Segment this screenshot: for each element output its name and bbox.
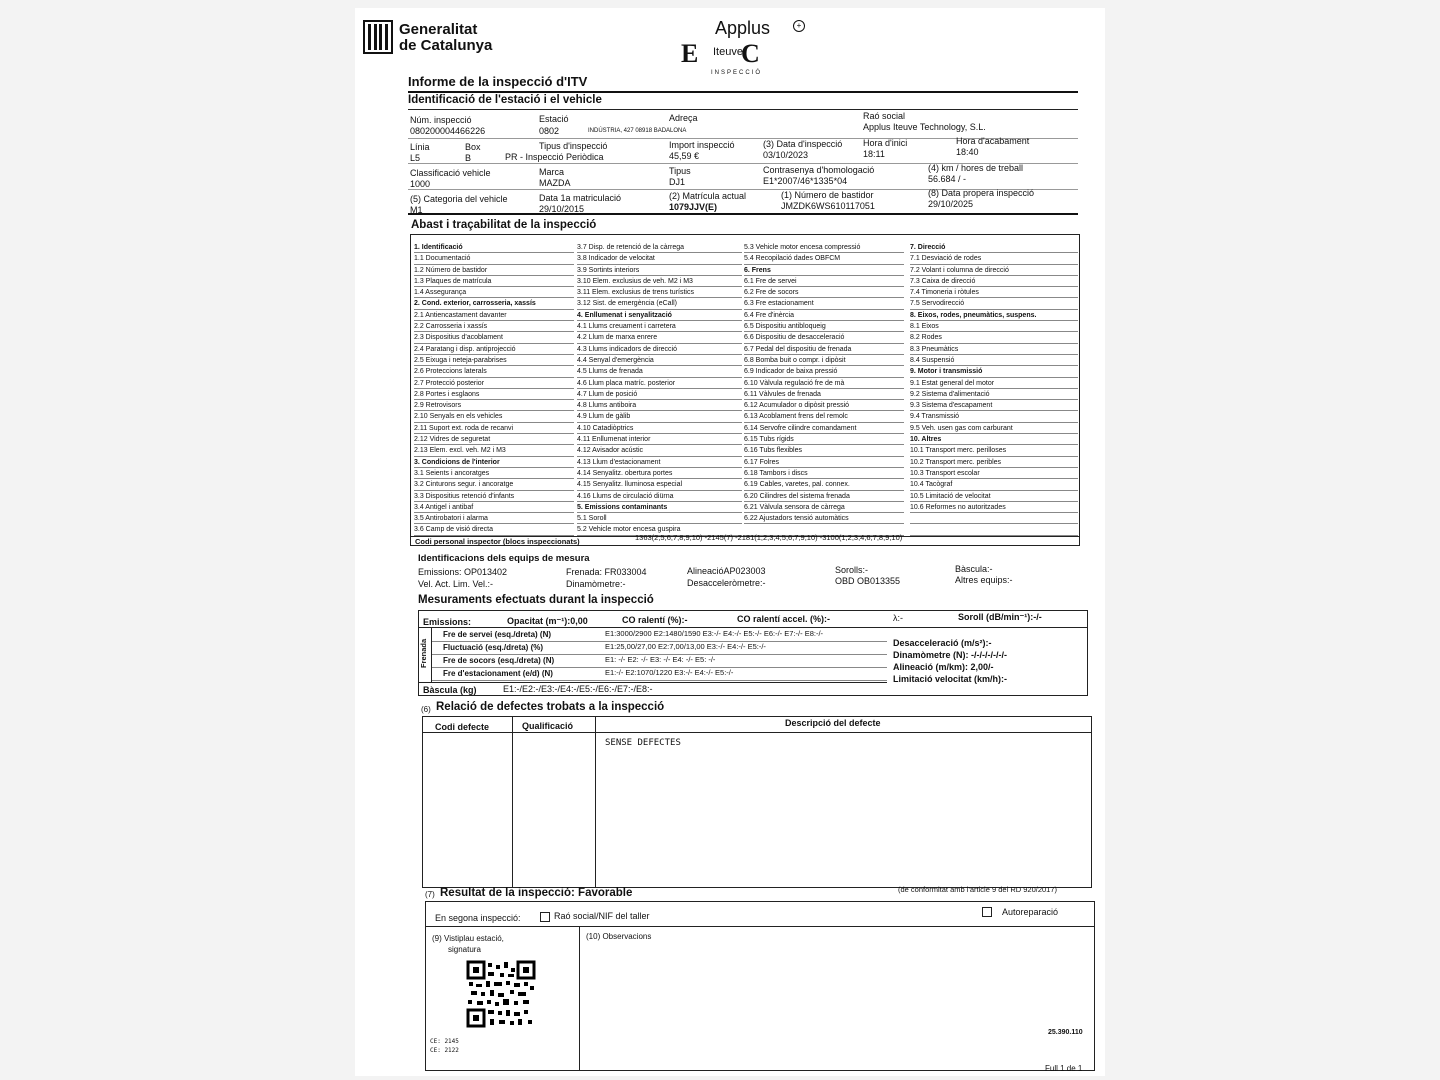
desacceleracio-value: Desacceleració (m/s²):- <box>893 638 992 648</box>
abast-item: 10. Altres <box>910 434 1078 445</box>
frenada-row-label: Fre de socors (esq./dreta) (N) <box>443 656 555 665</box>
equip-emissions: Emissions: OP013402 <box>418 567 508 577</box>
frenada-label: Frenada <box>419 638 428 668</box>
abast-item: 1. Identificació <box>414 242 574 253</box>
abast-item: 3.4 Antigel i antibaf <box>414 502 574 513</box>
signatura-label: signatura <box>448 945 481 954</box>
abast-item: 6.16 Tubs flexibles <box>744 445 904 456</box>
defectes-table <box>422 716 1092 888</box>
import-value: 45,59 € <box>669 151 700 161</box>
ce-code-1: CE: 2145 <box>430 1038 459 1045</box>
abast-item: 4.3 Llums indicadors de direcció <box>577 344 742 355</box>
gov-name-line1: Generalitat <box>399 21 478 38</box>
abast-item: 6. Frens <box>744 265 904 276</box>
hora-inici-label: Hora d'inici <box>863 138 908 148</box>
abast-item: 9.5 Veh. usen gas com carburant <box>910 423 1078 434</box>
marca-value: MAZDA <box>539 178 571 188</box>
bascula-value: E1:-/E2:-/E3:-/E4:-/E5:-/E6:-/E7:-/E8:- <box>503 684 653 694</box>
abast-item: 3. Condicions de l'interior <box>414 457 574 468</box>
defectes-col-divider-1 <box>512 717 513 887</box>
contrasenya-label: Contrasenya d'homologació <box>763 165 875 175</box>
report-title: Informe de la inspecció d'ITV <box>408 74 588 89</box>
rao-social-value: Applus Iteuve Technology, S.L. <box>863 122 986 132</box>
import-label: Import inspecció <box>669 140 735 150</box>
categoria-value: M1 <box>410 205 423 215</box>
abast-item: 2.11 Suport ext. roda de recanvi <box>414 423 574 434</box>
abast-item: 6.11 Vàlvules de frenada <box>744 389 904 400</box>
abast-item: 2. Cond. exterior, carrosseria, xassís <box>414 298 574 309</box>
applus-caption: INSPECCIÓ <box>711 70 763 76</box>
bastidor-value: JMZDK6WS610117051 <box>781 201 875 211</box>
box-value: B <box>465 153 472 163</box>
equip-dinamometre: Dinamòmetre:- <box>566 579 626 589</box>
ident-end-rule <box>408 213 1078 215</box>
plus-circle-icon: + <box>793 20 805 32</box>
box-label: Box <box>465 142 481 152</box>
num-label: Núm. inspecció <box>410 115 472 125</box>
mesuraments-section-title: Mesuraments efectuats durant la inspecció <box>418 594 654 606</box>
tipus-vehicle-label: Tipus <box>669 166 691 176</box>
abast-col-1 <box>414 242 574 536</box>
hora-acabament-label: Hora d'acabament <box>956 136 1030 146</box>
abast-item: 8.4 Suspensió <box>910 355 1078 366</box>
abast-item: 4.1 Llums creuament i carretera <box>577 321 742 332</box>
frenada-row-label: Fre d'estacionament (e/d) (N) <box>443 669 553 678</box>
itv-c-mark-icon: C <box>741 39 760 68</box>
abast-item <box>910 513 1078 524</box>
abast-item: 4.13 Llum d'estacionament <box>577 457 742 468</box>
abast-item: 10.1 Transport merc. perilloses <box>910 445 1078 456</box>
verification-qr-icon <box>466 960 536 1028</box>
abast-item: 6.17 Folres <box>744 457 904 468</box>
lambda-value: λ:- <box>893 613 903 623</box>
propera-inspeccio-label: (8) Data propera inspecció <box>928 188 1035 198</box>
data-inspeccio-label: (3) Data d'inspecció <box>763 139 843 149</box>
hora-inici-value: 18:11 <box>863 149 885 159</box>
adreca-label: Adreça <box>669 113 698 123</box>
abast-item: 4.16 Llums de circulació diürna <box>577 491 742 502</box>
abast-item: 2.10 Senyals en els vehicles <box>414 411 574 422</box>
abast-item: 6.1 Fre de servei <box>744 276 904 287</box>
data-1a-matric-label: Data 1a matriculació <box>539 193 622 203</box>
abast-item: 9.2 Sistema d'alimentació <box>910 389 1078 400</box>
abast-item: 6.22 Ajustadors tensió automàtics <box>744 513 904 524</box>
generalitat-logo-icon <box>363 20 393 54</box>
rao-nif-label: Raó social/NIF del taller <box>554 911 650 921</box>
mesuraments-rule-2 <box>419 682 887 683</box>
hora-acabament-value: 18:40 <box>956 147 979 157</box>
abast-item: 6.21 Vàlvula sensora de càrrega <box>744 502 904 513</box>
resultat-num: (7) <box>425 890 435 899</box>
abast-item: 10.5 Limitació de velocitat <box>910 491 1078 502</box>
abast-item: 9.1 Estat general del motor <box>910 378 1078 389</box>
abast-item: 6.12 Acumulador o dipòsit pressió <box>744 400 904 411</box>
abast-item: 6.3 Fre estacionament <box>744 298 904 309</box>
abast-item: 4.9 Llum de gàlib <box>577 411 742 422</box>
defectes-num: (6) <box>421 705 431 714</box>
data-1a-matric-value: 29/10/2015 <box>539 204 585 214</box>
abast-item: 2.1 Antiencastament davanter <box>414 310 574 321</box>
abast-item: 6.15 Tubs rígids <box>744 434 904 445</box>
bastidor-label: (1) Número de bastidor <box>781 190 874 200</box>
abast-item: 1.3 Plaques de matrícula <box>414 276 574 287</box>
abast-item: 2.7 Protecció posterior <box>414 378 574 389</box>
abast-item: 5.4 Recopilació dades OBFCM <box>744 253 904 264</box>
estacio-label: Estació <box>539 114 569 124</box>
segona-inspeccio-label: En segona inspecció: <box>435 913 521 923</box>
abast-item <box>910 524 1078 535</box>
classificacio-label: Classificació vehicle <box>410 168 491 178</box>
abast-item: 6.20 Cilindres del sistema frenada <box>744 491 904 502</box>
resultat-col-divider <box>579 927 580 1070</box>
abast-item: 1.4 Assegurança <box>414 287 574 298</box>
abast-item: 6.6 Dispositiu de desacceleració <box>744 332 904 343</box>
abast-item: 6.19 Cables, varetes, pal. connex. <box>744 479 904 490</box>
abast-item: 3.7 Disp. de retenció de la càrrega <box>577 242 742 253</box>
frenada-row-value: E1:25,00/27,00 E2:7,00/13,00 E3:-/- E4:-/- E5:-/- <box>605 642 766 651</box>
abast-item: 10.6 Reformes no autoritzades <box>910 502 1078 513</box>
abast-item: 2.8 Portes i esglaons <box>414 389 574 400</box>
abast-item: 5.1 Soroll <box>577 513 742 524</box>
defectes-text: SENSE DEFECTES <box>605 738 681 748</box>
abast-item: 10.3 Transport escolar <box>910 468 1078 479</box>
abast-item: 7.4 Timoneria i ròtules <box>910 287 1078 298</box>
equip-vel: Vel. Act. Lim. Vel.:- <box>418 579 494 589</box>
abast-col-4 <box>910 242 1078 536</box>
abast-item: 6.8 Bomba buit o compr. i dipòsit <box>744 355 904 366</box>
abast-item: 6.5 Dispositiu antibloqueig <box>744 321 904 332</box>
dinamometre-value: Dinamòmetre (N): -/-/-/-/-/-/- <box>893 650 1007 660</box>
abast-item: 3.6 Camp de visió directa <box>414 524 574 535</box>
abast-item: 2.4 Paratang i disp. antiprojecció <box>414 344 574 355</box>
abast-item: 6.7 Pedal del dispositiu de frenada <box>744 344 904 355</box>
co-ralenti-value: CO ralentí (%):- <box>622 615 688 625</box>
tipus-inspeccio-label: Tipus d'inspecció <box>539 141 608 151</box>
equip-desacc: Desacceleròmetre:- <box>687 578 766 588</box>
codi-inspector-value: 1363(2;5;6;7;8;9;10) -2145(7) -2181(1;2;3;4;5;6;7;9;10) -3100(1;2;3;4;6;7;8;9;10) <box>635 533 903 542</box>
alineacio-value: Alineació (m/km): 2,00/- <box>893 662 994 672</box>
abast-item: 4.15 Senyalitz. lluminosa especial <box>577 479 742 490</box>
abast-item: 3.11 Elem. exclusius de trens turístics <box>577 287 742 298</box>
soroll-value: Soroll (dB/min⁻¹):-/- <box>958 612 1042 622</box>
itv-e-mark-icon: E <box>681 39 699 68</box>
equip-altres: Altres equips:- <box>955 575 1013 585</box>
applus-sub-brand: Iteuve <box>713 46 743 58</box>
applus-logo <box>675 18 805 84</box>
abast-item: 6.18 Tambors i discs <box>744 468 904 479</box>
abast-item: 3.8 Indicador de velocitat <box>577 253 742 264</box>
classificacio-value: 1000 <box>410 179 431 189</box>
abast-item: 8.1 Eixos <box>910 321 1078 332</box>
title-rule <box>408 91 1078 93</box>
ce-code-2: CE: 2122 <box>430 1047 459 1054</box>
km-value: 56.684 / - <box>928 174 967 184</box>
propera-inspeccio-value: 29/10/2025 <box>928 199 974 209</box>
abast-item: 5. Emissions contaminants <box>577 502 742 513</box>
adreca-value: INDÚSTRIA, 427 08918 BADALONA <box>588 128 687 134</box>
equips-section-title: Identificacions dels equips de mesura <box>418 553 590 564</box>
col-descripcio: Descripció del defecte <box>785 718 881 728</box>
abast-item: 7.3 Caixa de direcció <box>910 276 1078 287</box>
tipus-vehicle-value: DJ1 <box>669 177 686 187</box>
limitacio-value: Limitació velocitat (km/h):- <box>893 674 1008 684</box>
gov-name-line2: de Catalunya <box>399 37 493 54</box>
km-label: (4) km / hores de treball <box>928 163 1024 173</box>
equip-sorolls: Sorolls:- <box>835 565 869 575</box>
linia-label: Línia <box>410 142 430 152</box>
resultat-note: (de conformitat amb l'article 9 del RD 920/2017) <box>898 885 1058 894</box>
autoreparacio-label: Autoreparació <box>1002 907 1059 917</box>
taller-checkbox[interactable] <box>540 912 550 922</box>
abast-item: 2.9 Retrovisors <box>414 400 574 411</box>
abast-item: 7. Direcció <box>910 242 1078 253</box>
abast-item: 4.8 Llums antiboira <box>577 400 742 411</box>
frenada-row-value: E1:3000/2900 E2:1480/1590 E3:-/- E4:-/- E5:-/- E6:-/- E7:-/- E8:-/- <box>605 629 824 638</box>
mesuraments-rule-1 <box>419 627 1087 628</box>
abast-item: 4.5 Llums de frenada <box>577 366 742 377</box>
abast-item: 3.9 Sortints interiors <box>577 265 742 276</box>
tipus-inspeccio-value: PR - Inspecció Periòdica <box>505 152 604 162</box>
abast-item: 4.14 Senyalitz. obertura portes <box>577 468 742 479</box>
abast-item: 4.11 Enllumenat interior <box>577 434 742 445</box>
num-value: 080200004466226 <box>410 126 486 136</box>
frenada-row-label: Fre de servei (esq./dreta) (N) <box>443 630 552 639</box>
abast-item: 10.2 Transport merc. peribles <box>910 457 1078 468</box>
equip-frenada: Frenada: FR033004 <box>566 567 647 577</box>
abast-item: 3.2 Cinturons segur. i ancoratge <box>414 479 574 490</box>
abast-item: 4.10 Catadiòptrics <box>577 423 742 434</box>
abast-item: 2.5 Eixuga i neteja-parabrises <box>414 355 574 366</box>
abast-col-3 <box>744 242 904 536</box>
defectes-col-divider-2 <box>595 717 596 887</box>
col-codi-defecte: Codi defecte <box>435 722 490 732</box>
abast-item: 6.4 Fre d'inèrcia <box>744 310 904 321</box>
abast-item: 9. Motor i transmissió <box>910 366 1078 377</box>
linia-value: L5 <box>410 153 421 163</box>
codi-inspector-label: Codi personal inspector (blocs inspeccionats) <box>415 537 580 546</box>
abast-item: 1.2 Número de bastidor <box>414 265 574 276</box>
abast-item: 3.5 Antirobatori i alarma <box>414 513 574 524</box>
abast-item: 1.1 Documentació <box>414 253 574 264</box>
matricula-label: (2) Matrícula actual <box>669 191 747 201</box>
matricula-value: 1079JJV(E) <box>669 202 718 212</box>
abast-item: 7.2 Volant i columna de direcció <box>910 265 1078 276</box>
emissions-label: Emissions: <box>423 617 472 627</box>
abast-item: 4. Enllumenat i senyalització <box>577 310 742 321</box>
categoria-label: (5) Categoria del vehicle <box>410 194 508 204</box>
abast-item: 3.3 Dispositius retenció d'infants <box>414 491 574 502</box>
resultat-section-title: Resultat de la inspecció: Favorable <box>440 887 633 899</box>
abast-item: 7.1 Desviació de rodes <box>910 253 1078 264</box>
abast-item: 9.4 Transmissió <box>910 411 1078 422</box>
abast-item: 6.9 Indicador de baixa pressió <box>744 366 904 377</box>
observacions-label: (10) Observacions <box>586 932 652 941</box>
defectes-section-title: Relació de defectes trobats a la inspecció <box>436 701 665 713</box>
marca-label: Marca <box>539 167 565 177</box>
equip-obd: OBD OB013355 <box>835 576 901 586</box>
abast-item: 6.14 Servofre cilindre comandament <box>744 423 904 434</box>
abast-item: 3.1 Seients i ancoratges <box>414 468 574 479</box>
abast-item: 5.3 Vehicle motor encesa compressió <box>744 242 904 253</box>
resultat-code: 25.390.110 <box>1048 1029 1083 1036</box>
abast-col-2 <box>577 242 742 536</box>
abast-item: 6.2 Fre de socors <box>744 287 904 298</box>
col-qualificacio: Qualificació <box>522 721 574 731</box>
applus-brand: Applus <box>715 18 771 38</box>
vistiplau-label: (9) Vistiplau estació, <box>432 934 504 943</box>
autoreparacio-checkbox[interactable] <box>982 907 992 917</box>
contrasenya-value: E1*2007/46*1335*04 <box>763 176 848 186</box>
abast-item: 3.12 Sist. de emergència (eCall) <box>577 298 742 309</box>
ident-rule <box>408 109 1078 110</box>
abast-item: 2.2 Carrosseria i xassís <box>414 321 574 332</box>
frenada-row-label: Fluctuació (esq./dreta) (%) <box>443 643 544 652</box>
abast-item: 6.13 Acoblament frens del remolc <box>744 411 904 422</box>
frenada-row-value: E1:-/- E2:1070/1220 E3:-/- E4:-/- E5:-/- <box>605 668 734 677</box>
abast-item: 8.2 Rodes <box>910 332 1078 343</box>
frenada-row-value: E1: -/- E2: -/- E3: -/- E4: -/- E5: -/- <box>605 655 716 664</box>
equip-bascula: Bàscula:- <box>955 564 993 574</box>
abast-item: 2.6 Proteccions laterals <box>414 366 574 377</box>
abast-item: 4.12 Avisador acústic <box>577 445 742 456</box>
abast-item: 2.12 Vidres de seguretat <box>414 434 574 445</box>
page-counter: Full 1 de 1 <box>1045 1064 1083 1073</box>
frenada-row-rule <box>432 680 887 681</box>
abast-item: 2.3 Dispositius d'acoblament <box>414 332 574 343</box>
abast-item: 6.10 Vàlvula regulació fre de mà <box>744 378 904 389</box>
abast-item: 10.4 Tacògraf <box>910 479 1078 490</box>
ident-section-title: Identificació de l'estació i el vehicle <box>408 94 602 106</box>
abast-item: 5.2 Vehicle motor encesa guspira <box>577 524 742 535</box>
estacio-value: 0802 <box>539 126 560 136</box>
abast-item: 2.13 Elem. excl. veh. M2 i M3 <box>414 445 574 456</box>
abast-item: 4.6 Llum placa matríc. posterior <box>577 378 742 389</box>
resultat-rule <box>426 926 1094 927</box>
bascula-label: Bàscula (kg) <box>423 685 477 695</box>
defectes-header-rule <box>423 732 1091 733</box>
abast-item: 4.2 Llum de marxa enrere <box>577 332 742 343</box>
abast-item: 7.5 Servodirecció <box>910 298 1078 309</box>
abast-item: 3.10 Elem. exclusius de veh. M2 i M3 <box>577 276 742 287</box>
abast-section-title: Abast i traçabilitat de la inspecció <box>411 219 597 231</box>
co-ralenti-accel-value: CO ralentí accel. (%):- <box>737 614 831 624</box>
abast-item: 8.3 Pneumàtics <box>910 344 1078 355</box>
abast-item: 9.3 Sistema d'escapament <box>910 400 1078 411</box>
abast-item: 4.4 Senyal d'emergència <box>577 355 742 366</box>
opacitat-value: Opacitat (m⁻¹):0,00 <box>507 616 588 626</box>
equip-alineacio: AlineacióAP023003 <box>687 566 766 576</box>
abast-item: 8. Eixos, rodes, pneumàtics, suspens. <box>910 310 1078 321</box>
abast-item: 4.7 Llum de posició <box>577 389 742 400</box>
rao-social-label: Raó social <box>863 111 906 121</box>
data-inspeccio-value: 03/10/2023 <box>763 150 809 160</box>
inspection-report-page <box>355 8 1105 1076</box>
frenada-side-cell <box>419 628 432 682</box>
